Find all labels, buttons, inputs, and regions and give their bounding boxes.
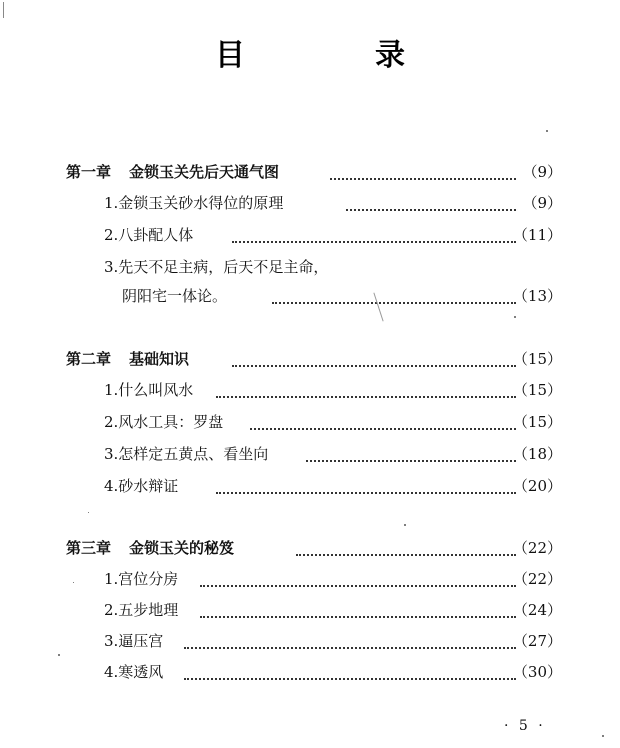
page-number: （22） bbox=[512, 539, 562, 557]
section-entry bbox=[0, 474, 620, 498]
section-label: 2.五步地理 bbox=[104, 598, 182, 622]
chapter-title: 金锁玉关先后天通气图 bbox=[129, 163, 280, 181]
scan-speck bbox=[514, 316, 516, 318]
page-number: （9） bbox=[522, 194, 562, 212]
leader-dots bbox=[232, 239, 516, 243]
scan-speck bbox=[88, 512, 89, 513]
scan-speck bbox=[546, 130, 548, 132]
section-label: 3.先天不足主病，后天不足主命， bbox=[104, 255, 332, 279]
leader-dots bbox=[296, 552, 516, 556]
section-label-continued: 阴阳宅一体论。 bbox=[122, 284, 231, 308]
section-entry bbox=[0, 191, 620, 215]
section-label: 3.逼压宫 bbox=[104, 629, 167, 653]
section-entry bbox=[0, 598, 620, 622]
page-number: （24） bbox=[512, 601, 562, 619]
section-entry bbox=[0, 410, 620, 434]
page-number: （30） bbox=[512, 663, 562, 681]
leader-dots bbox=[184, 676, 516, 680]
section-label: 3.怎样定五黄点、看坐向 bbox=[104, 442, 272, 466]
leader-dots bbox=[306, 458, 516, 462]
page-number: （15） bbox=[512, 413, 562, 431]
leader-dots bbox=[272, 300, 516, 304]
chapter-title: 基础知识 bbox=[129, 350, 190, 368]
chapter-number: 第二章 bbox=[66, 350, 112, 368]
section-label: 2.八卦配人体 bbox=[104, 223, 197, 247]
page-number: （15） bbox=[512, 381, 562, 399]
leader-dots bbox=[200, 614, 516, 618]
page-number: （22） bbox=[512, 570, 562, 588]
page-number: （9） bbox=[522, 163, 562, 181]
section-entry bbox=[0, 223, 620, 247]
section-entry bbox=[0, 255, 620, 279]
leader-dots bbox=[216, 490, 516, 494]
section-label: 1.宫位分房 bbox=[104, 567, 182, 591]
chapter-heading bbox=[66, 536, 238, 560]
chapter-heading bbox=[66, 347, 193, 371]
section-continuation bbox=[0, 284, 620, 308]
page-number: （15） bbox=[512, 350, 562, 368]
page-footer-number: · 5 · bbox=[504, 718, 546, 734]
page-number: （18） bbox=[512, 445, 562, 463]
chapter-number: 第一章 bbox=[66, 163, 112, 181]
leader-dots bbox=[250, 426, 516, 430]
chapter-entry bbox=[0, 347, 620, 371]
chapter-heading bbox=[66, 160, 283, 184]
chapter-title: 金锁玉关的秘笈 bbox=[129, 539, 235, 557]
section-label: 1.金锁玉关砂水得位的原理 bbox=[104, 191, 287, 215]
chapter-entry bbox=[0, 160, 620, 184]
page-number: （27） bbox=[512, 632, 562, 650]
section-entry bbox=[0, 629, 620, 653]
section-label: 2.风水工具：罗盘 bbox=[104, 410, 227, 434]
scan-mark bbox=[3, 2, 4, 18]
section-entry bbox=[0, 567, 620, 591]
leader-dots bbox=[232, 363, 516, 367]
leader-dots bbox=[184, 645, 516, 649]
leader-dots bbox=[200, 583, 516, 587]
page-title: 目 录 bbox=[215, 38, 455, 73]
scan-speck bbox=[404, 524, 406, 526]
page-number: （11） bbox=[512, 226, 562, 244]
section-entry bbox=[0, 442, 620, 466]
scan-speck bbox=[58, 654, 60, 656]
chapter-number: 第三章 bbox=[66, 539, 112, 557]
chapter-entry bbox=[0, 536, 620, 560]
page-number: （13） bbox=[512, 287, 562, 305]
section-label: 1.什么叫风水 bbox=[104, 378, 197, 402]
page-number: （20） bbox=[512, 477, 562, 495]
leader-dots bbox=[216, 394, 516, 398]
scan-speck bbox=[73, 582, 74, 583]
leader-dots bbox=[330, 176, 516, 180]
section-label: 4.寒透风 bbox=[104, 660, 167, 684]
leader-dots bbox=[346, 207, 516, 211]
section-label: 4.砂水辩证 bbox=[104, 474, 182, 498]
section-entry bbox=[0, 660, 620, 684]
scan-speck bbox=[602, 735, 604, 737]
section-entry bbox=[0, 378, 620, 402]
